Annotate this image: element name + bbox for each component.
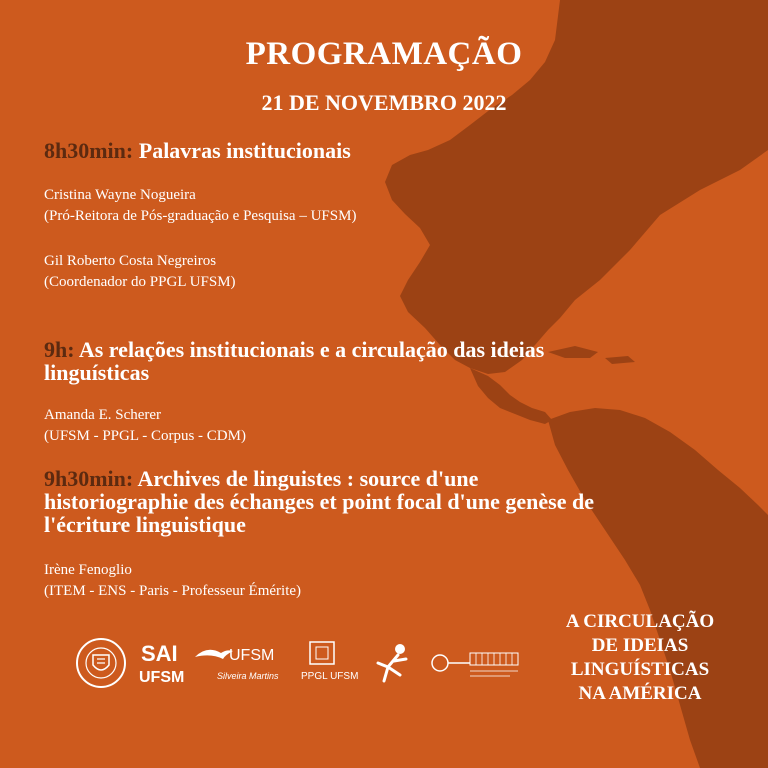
- event-name-line: A CIRCULAÇÃO: [565, 611, 715, 632]
- speaker-block: [44, 560, 604, 602]
- event-name-line: DE IDEIAS: [591, 635, 689, 656]
- session-3-topic-line: historiographie des échanges et point focal d'une genèse de: [44, 489, 594, 514]
- cdm-building-icon: [430, 647, 520, 683]
- silveira-martins-text: Silveira Martins: [217, 671, 279, 681]
- sai-logo-title: SAI: [141, 641, 178, 666]
- speaker-affiliation: (ITEM - ENS - Paris - Professeur Émérite): [44, 583, 302, 599]
- speaker-name: Gil Roberto Costa Negreiros: [44, 253, 217, 269]
- speaker-block: [44, 251, 604, 293]
- session-1-title: [44, 139, 724, 162]
- event-date: 21 DE NOVEMBRO 2022: [261, 90, 507, 115]
- speaker-affiliation: (Coordenador do PPGL UFSM): [44, 274, 236, 290]
- corpus-figure-icon: [370, 639, 414, 687]
- event-name: [540, 610, 740, 706]
- session-3-topic-line: Archives de linguistes : source d'une: [137, 466, 479, 491]
- session-3-title: [44, 467, 724, 536]
- session-1-topic: Palavras institucionais: [138, 138, 351, 163]
- page-title: PROGRAMAÇÃO: [245, 36, 523, 72]
- event-name-line: NA AMÉRICA: [578, 683, 702, 704]
- university-seal-icon: [75, 637, 127, 689]
- session-3-topic-line: l'écriture linguistique: [44, 512, 246, 537]
- session-2-topic-line: As relações institucionais e a circulação das ideias: [78, 337, 545, 362]
- session-2-topic-line: linguísticas: [44, 360, 150, 385]
- session-1-time: 8h30min:: [44, 138, 134, 163]
- speaker-block: [44, 185, 604, 227]
- ppgl-emblem-icon: [307, 639, 337, 667]
- event-name-line: LINGUÍSTICAS: [570, 659, 710, 680]
- ppgl-logo-text: PPGL UFSM: [301, 671, 359, 682]
- sai-logo-subtitle: UFSM: [139, 669, 185, 686]
- speaker-block: [44, 405, 604, 447]
- speaker-name: Cristina Wayne Nogueira: [44, 187, 196, 203]
- sponsor-logos: [75, 635, 535, 695]
- speaker-name: Irène Fenoglio: [44, 562, 132, 578]
- session-3-time: 9h30min:: [44, 466, 134, 491]
- speaker-affiliation: (UFSM - PPGL - Corpus - CDM): [44, 428, 246, 444]
- session-2-title: [44, 338, 724, 384]
- speaker-name: Amanda E. Scherer: [44, 407, 162, 423]
- ufsm-logo-text: UFSM: [229, 647, 275, 664]
- speaker-affiliation: (Pró-Reitora de Pós-graduação e Pesquisa – UFSM): [44, 208, 357, 224]
- session-2-time: 9h:: [44, 337, 75, 362]
